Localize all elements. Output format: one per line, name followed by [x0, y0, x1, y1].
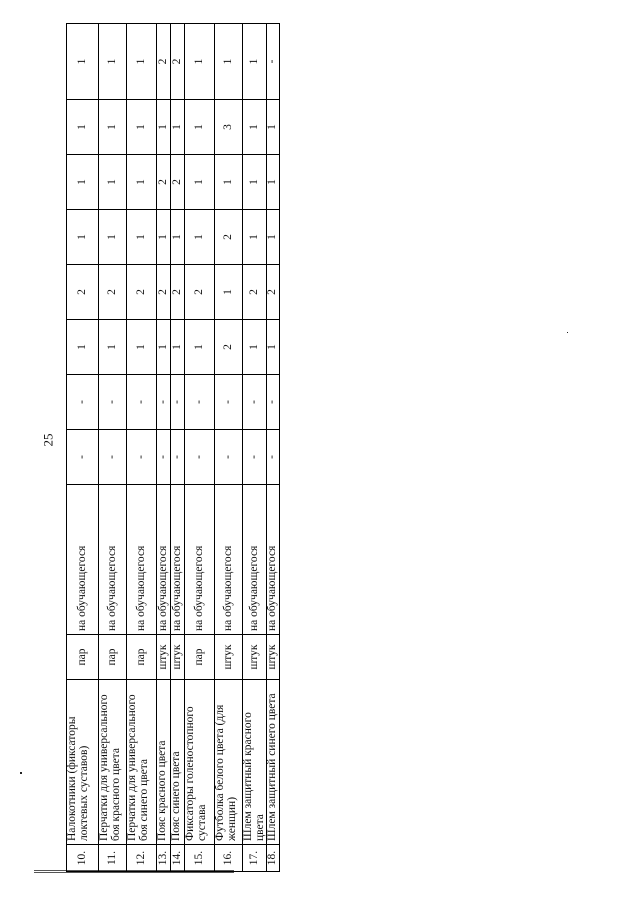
- per-cell: на обучающегося: [67, 485, 99, 635]
- value-cell: 1: [157, 100, 171, 155]
- value-cell: 2: [157, 265, 171, 320]
- value-cell: 2: [243, 265, 267, 320]
- row-number: 15.: [185, 845, 215, 872]
- per-cell: на обучающегося: [267, 485, 280, 635]
- row-number: 10.: [67, 845, 99, 872]
- value-cell: 1: [157, 210, 171, 265]
- value-cell: -: [267, 375, 280, 430]
- value-cell: 1: [99, 320, 127, 375]
- row-number: 11.: [99, 845, 127, 872]
- value-cell: 2: [171, 24, 185, 100]
- per-cell: на обучающегося: [243, 485, 267, 635]
- table-row: [215, 24, 243, 872]
- value-cell: 1: [215, 155, 243, 210]
- row-number: 17.: [243, 845, 267, 872]
- value-cell: 2: [171, 265, 185, 320]
- value-cell: 1: [267, 155, 280, 210]
- value-cell: -: [243, 375, 267, 430]
- table-row: [185, 24, 215, 872]
- value-cell: 1: [171, 100, 185, 155]
- value-cell: 2: [157, 24, 171, 100]
- table-rotated: [66, 24, 278, 872]
- per-cell: на обучающегося: [157, 485, 171, 635]
- value-cell: 1: [185, 210, 215, 265]
- value-cell: -: [99, 430, 127, 485]
- value-cell: -: [215, 375, 243, 430]
- value-cell: -: [127, 375, 157, 430]
- item-name: Шлем защитный красного цвета: [243, 680, 267, 845]
- value-cell: -: [67, 375, 99, 430]
- value-cell: 2: [185, 265, 215, 320]
- scan-line: [34, 872, 234, 873]
- row-number: 12.: [127, 845, 157, 872]
- row-number: 14.: [171, 845, 185, 872]
- value-cell: 1: [215, 265, 243, 320]
- value-cell: -: [185, 375, 215, 430]
- value-cell: 1: [185, 100, 215, 155]
- row-number: 16.: [215, 845, 243, 872]
- value-cell: 1: [67, 210, 99, 265]
- value-cell: 1: [127, 320, 157, 375]
- unit-cell: пар: [185, 635, 215, 680]
- table-row: [243, 24, 267, 872]
- value-cell: 1: [67, 155, 99, 210]
- item-name: Футболка белого цвета (для женщин): [215, 680, 243, 845]
- value-cell: 1: [67, 320, 99, 375]
- item-name: Перчатки для универсального боя красного цвета: [99, 680, 127, 845]
- table-row: [127, 24, 157, 872]
- per-cell: на обучающегося: [185, 485, 215, 635]
- value-cell: -: [185, 430, 215, 485]
- unit-cell: штук: [243, 635, 267, 680]
- value-cell: 1: [99, 24, 127, 100]
- item-name: Налокотники (фиксаторы локтевых суставов): [67, 680, 99, 845]
- table-row: [67, 24, 99, 872]
- value-cell: 1: [127, 155, 157, 210]
- equipment-table: [66, 23, 280, 872]
- per-cell: на обучающегося: [99, 485, 127, 635]
- value-cell: 2: [157, 155, 171, 210]
- value-cell: 1: [67, 100, 99, 155]
- value-cell: -: [67, 430, 99, 485]
- unit-cell: штук: [267, 635, 280, 680]
- value-cell: 1: [99, 100, 127, 155]
- page-number: 25: [40, 433, 56, 447]
- value-cell: 1: [243, 320, 267, 375]
- table-row: [99, 24, 127, 872]
- item-name: Перчатки для универсального боя синего цвета: [127, 680, 157, 845]
- value-cell: -: [267, 430, 280, 485]
- unit-cell: пар: [67, 635, 99, 680]
- value-cell: 1: [171, 320, 185, 375]
- item-name: Шлем защитный синего цвета: [267, 680, 280, 845]
- value-cell: -: [243, 430, 267, 485]
- value-cell: 2: [215, 210, 243, 265]
- scan-dot: [567, 332, 568, 333]
- value-cell: 2: [267, 265, 280, 320]
- value-cell: 1: [243, 155, 267, 210]
- item-name: Пояс синего цвета: [171, 680, 185, 845]
- row-number: 18.: [267, 845, 280, 872]
- value-cell: 2: [67, 265, 99, 320]
- unit-cell: штук: [157, 635, 171, 680]
- value-cell: 1: [99, 155, 127, 210]
- value-cell: -: [99, 375, 127, 430]
- value-cell: -: [157, 375, 171, 430]
- value-cell: 1: [157, 320, 171, 375]
- unit-cell: пар: [99, 635, 127, 680]
- per-cell: на обучающегося: [215, 485, 243, 635]
- value-cell: 1: [99, 210, 127, 265]
- value-cell: -: [171, 375, 185, 430]
- value-cell: 1: [185, 24, 215, 100]
- value-cell: 1: [215, 24, 243, 100]
- value-cell: -: [171, 430, 185, 485]
- value-cell: -: [127, 430, 157, 485]
- table-row: [267, 24, 280, 872]
- value-cell: 2: [215, 320, 243, 375]
- value-cell: 1: [243, 24, 267, 100]
- value-cell: 1: [267, 100, 280, 155]
- per-cell: на обучающегося: [171, 485, 185, 635]
- per-cell: на обучающегося: [127, 485, 157, 635]
- value-cell: 1: [127, 100, 157, 155]
- value-cell: 1: [243, 100, 267, 155]
- value-cell: 1: [127, 24, 157, 100]
- value-cell: 2: [171, 155, 185, 210]
- value-cell: 3: [215, 100, 243, 155]
- value-cell: 1: [67, 24, 99, 100]
- value-cell: 1: [127, 210, 157, 265]
- value-cell: 2: [99, 265, 127, 320]
- scan-dot: [20, 772, 22, 774]
- value-cell: 1: [171, 210, 185, 265]
- value-cell: 2: [127, 265, 157, 320]
- table-row: [157, 24, 171, 872]
- value-cell: 1: [243, 210, 267, 265]
- unit-cell: пар: [127, 635, 157, 680]
- value-cell: -: [267, 24, 280, 100]
- value-cell: -: [215, 430, 243, 485]
- value-cell: 1: [185, 155, 215, 210]
- unit-cell: штук: [171, 635, 185, 680]
- value-cell: 1: [185, 320, 215, 375]
- item-name: Пояс красного цвета: [157, 680, 171, 845]
- value-cell: 1: [267, 210, 280, 265]
- unit-cell: штук: [215, 635, 243, 680]
- value-cell: -: [157, 430, 171, 485]
- item-name: Фиксаторы голеностопного сустава: [185, 680, 215, 845]
- row-number: 13.: [157, 845, 171, 872]
- value-cell: 1: [267, 320, 280, 375]
- table-row: [171, 24, 185, 872]
